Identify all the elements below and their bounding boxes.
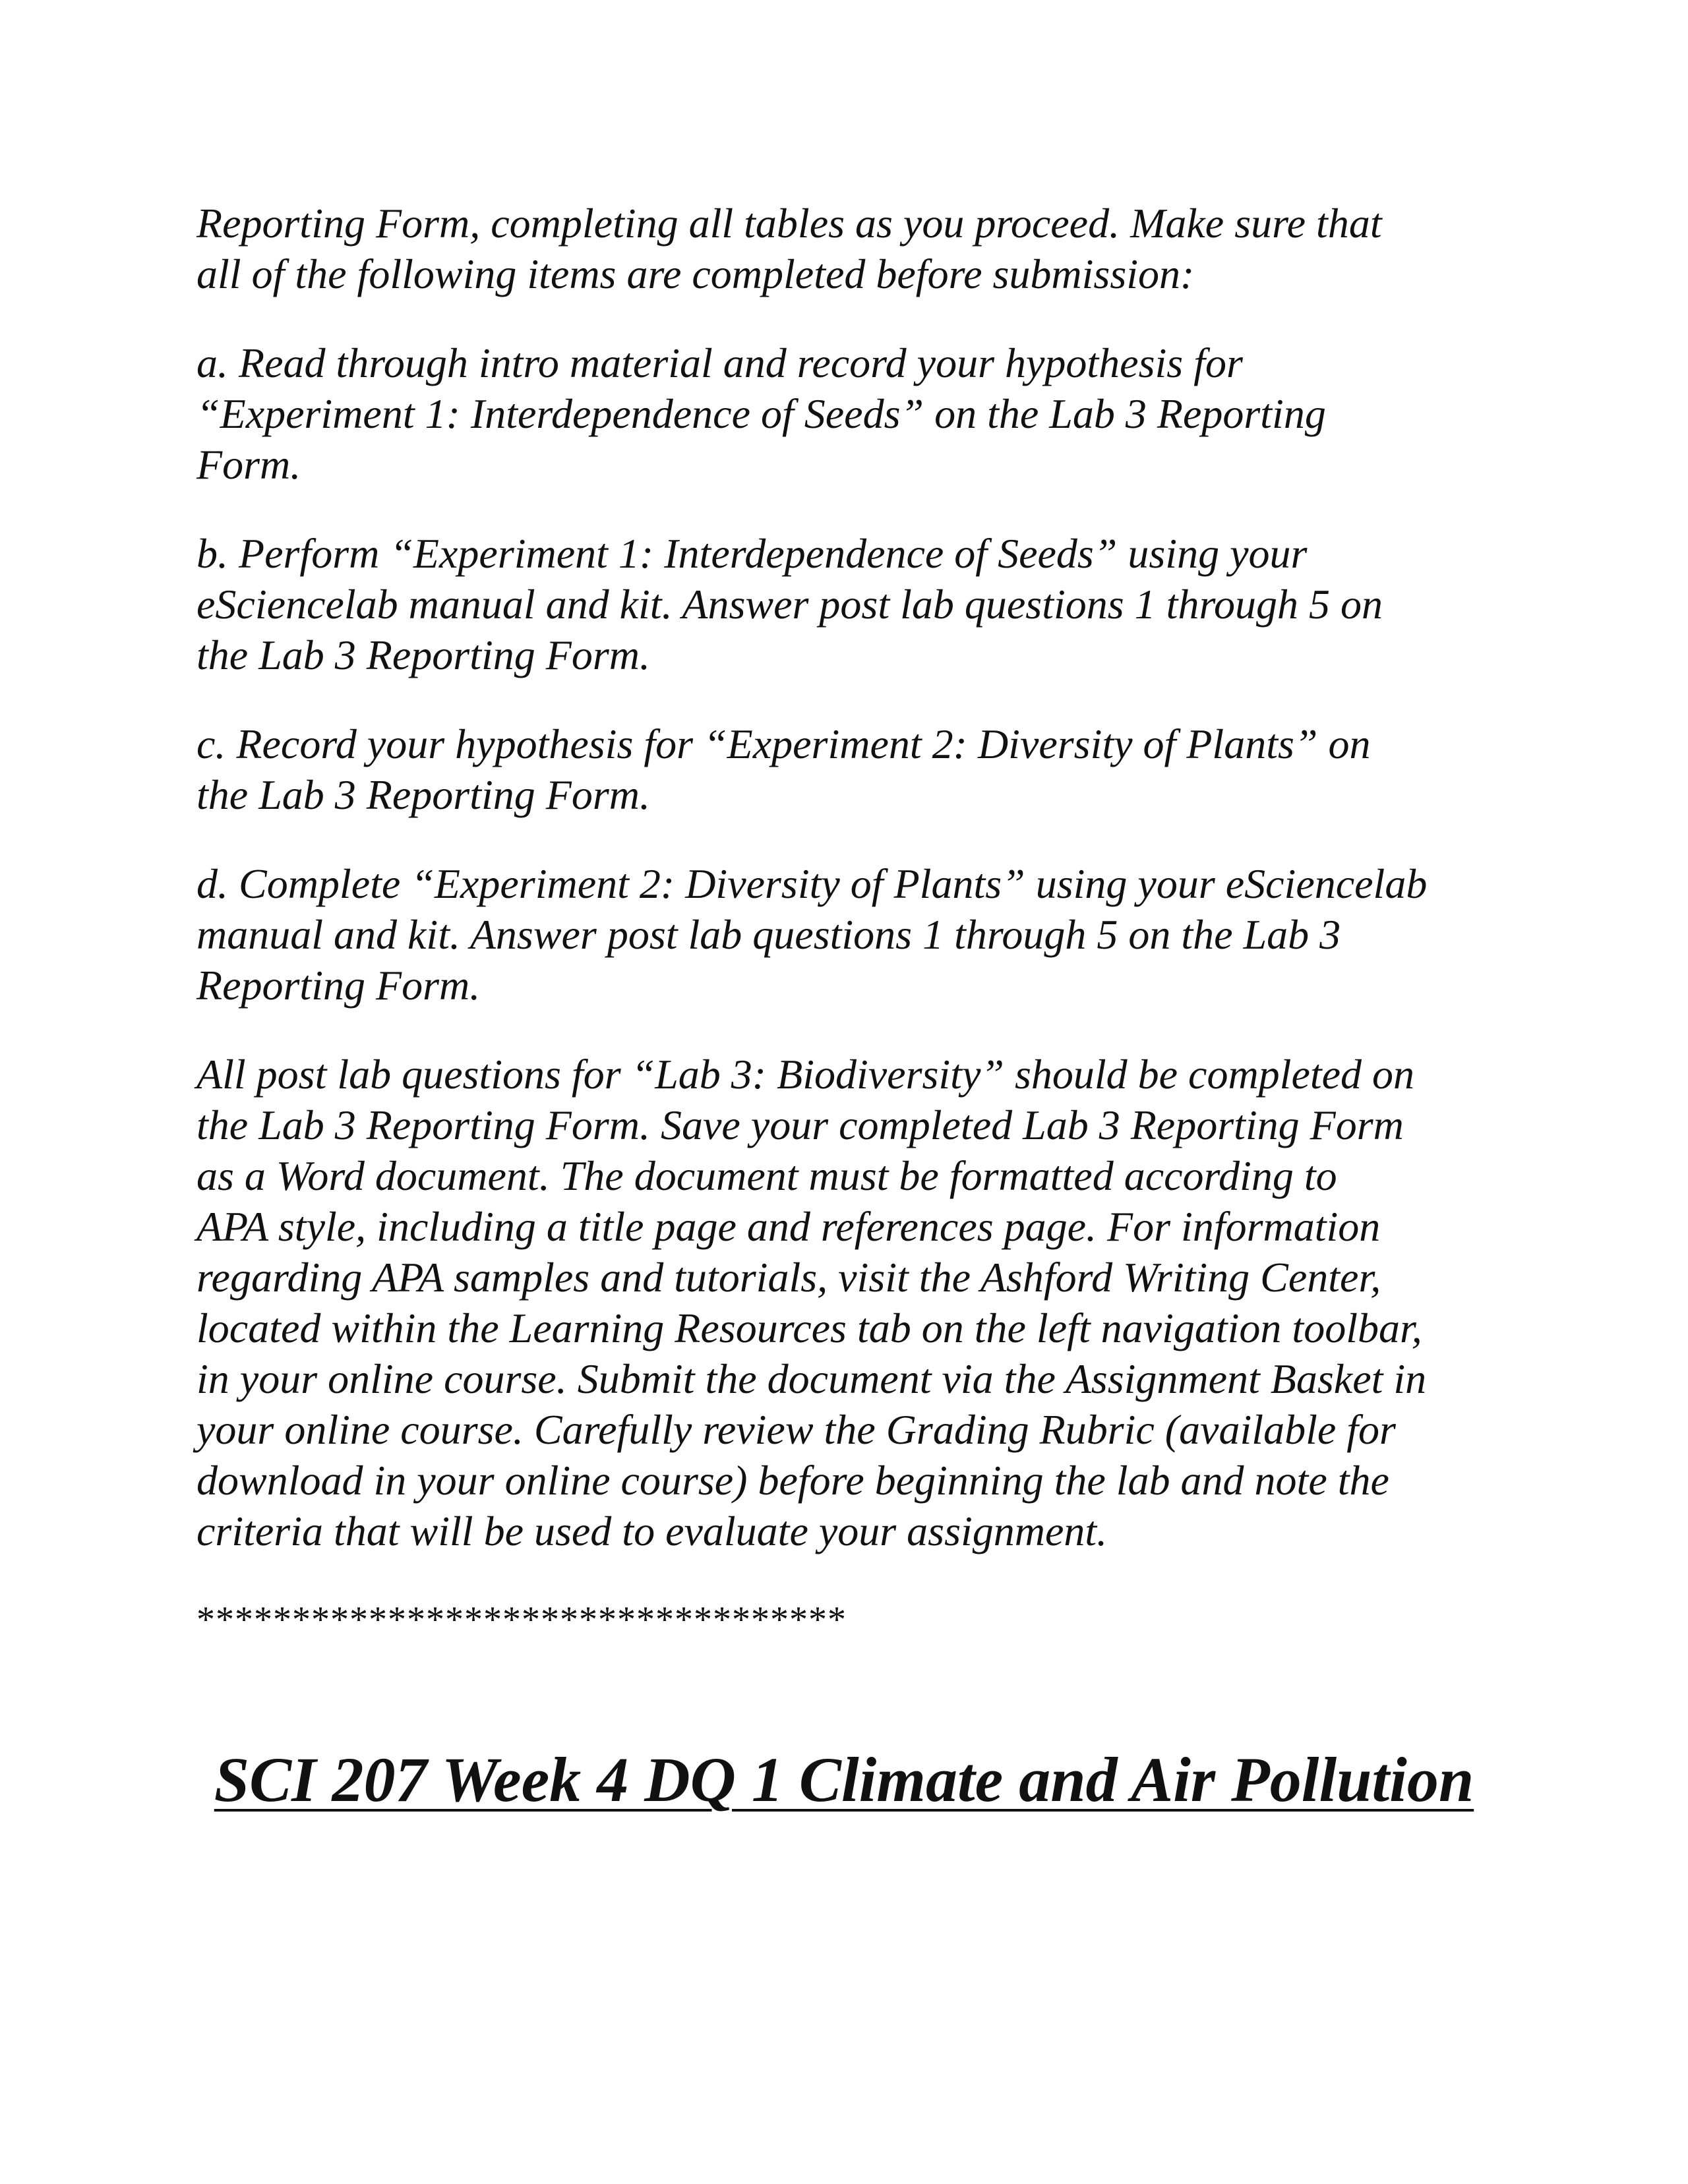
paragraph-instructions: All post lab questions for “Lab 3: Biodiversity” should be completed on the Lab 3 Reporting Form. Save your completed Lab 3 Reporting Form as a Word document. The document must be formatted according to APA style, including a title page and references page. For information regarding APA samples and tutorials, visit the Ashford Writing Center, located within the Learning Resources tab on the left navigation toolbar, in your online course. Submit the document via the Assignment Basket in your online course. Carefully review the Grading Rubric (available for download in your online course) before beginning the lab and note the criteria that will be used to evaluate your assignment. xyxy=(196,1051,1427,1554)
paragraph-item-a: a. Read through intro material and record your hypothesis for “Experiment 1: Interdependence of Seeds” on the Lab 3 Reporting Form. xyxy=(196,339,1326,488)
paragraph-item-c: c. Record your hypothesis for “Experiment 2: Diversity of Plants” on the Lab 3 Reporting Form. xyxy=(196,721,1371,818)
document-body xyxy=(196,198,1509,1645)
separator-stars: ********************************** xyxy=(196,1599,847,1640)
section-heading-text: SCI 207 Week 4 DQ 1 Climate and Air Pollution xyxy=(214,1744,1474,1815)
paragraph-intro: Reporting Form, completing all tables as you proceed. Make sure that all of the following items are completed before submission: xyxy=(196,200,1382,297)
paragraph-item-b: b. Perform “Experiment 1: Interdependence of Seeds” using your eSciencelab manual and kit. Answer post lab questions 1 through 5 on the Lab 3 Reporting Form. xyxy=(196,530,1383,678)
section-heading xyxy=(0,1740,1688,1819)
paragraph-item-d: d. Complete “Experiment 2: Diversity of Plants” using your eSciencelab manual and kit. Answer post lab questions 1 through 5 on the Lab 3 Reporting Form. xyxy=(196,860,1428,1009)
